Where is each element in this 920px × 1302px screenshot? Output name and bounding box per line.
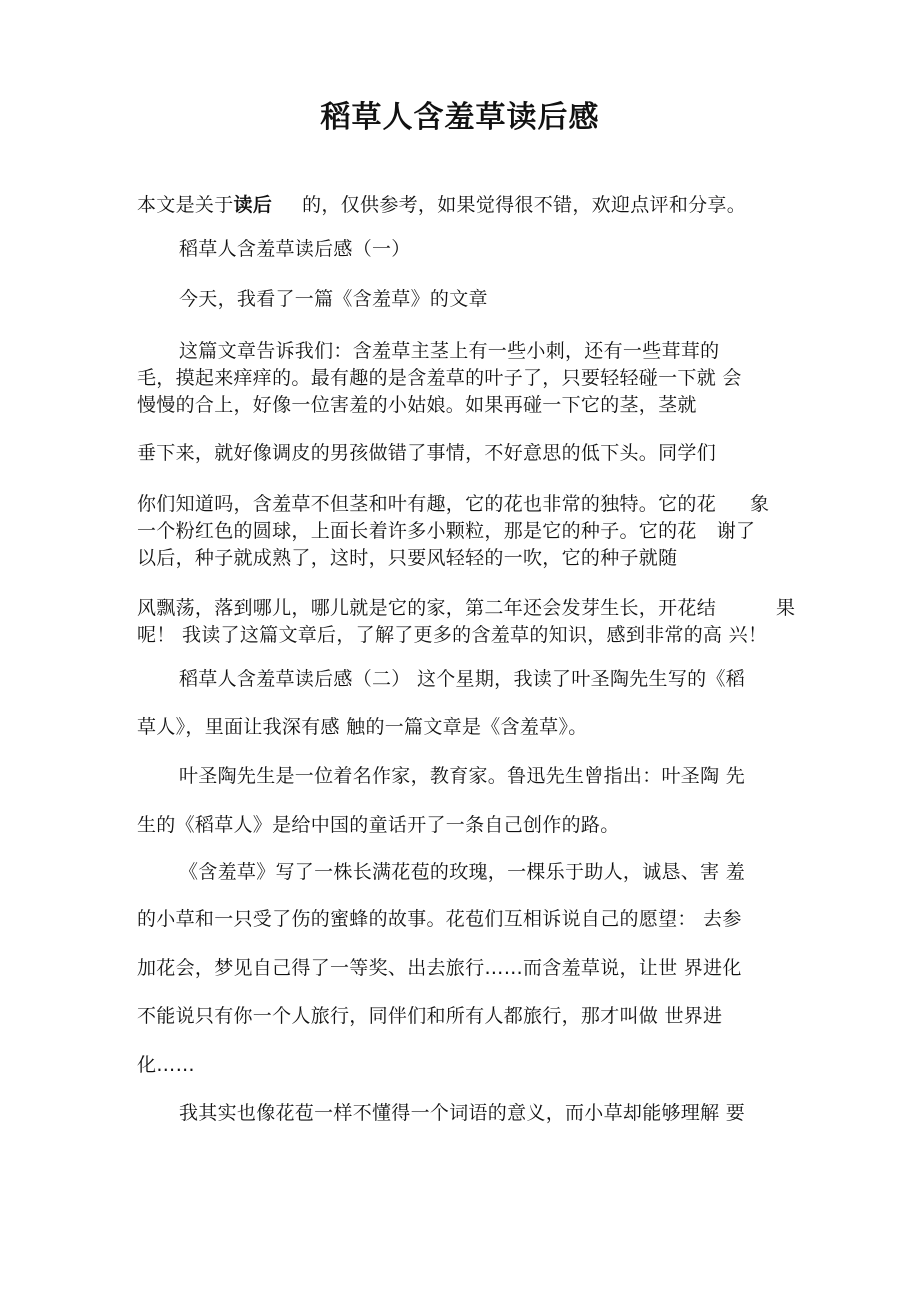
intro-line [137, 193, 746, 217]
paragraph-line: 今天，我看了一篇《含羞草》的文章 [179, 288, 488, 310]
intro-text-c: 的，仅供参考，如果觉得很不错，欢迎点评和分享。 [302, 194, 747, 216]
paragraph-line: 你们知道吗，含羞草不但茎和叶有趣，它的花也非常的独特。它的花 象 [137, 493, 770, 515]
paragraph-line: 不能说只有你一个人旅行，同伴们和所有人都旅行，那才叫做 世界进 [137, 1005, 723, 1027]
paragraph-line: 的小草和一只受了伤的蜜蜂的故事。花苞们互相诉说自己的愿望： 去参 [137, 908, 742, 930]
paragraph-line: 我其实也像花苞一样不懂得一个词语的意义，而小草却能够理解 要 [179, 1102, 746, 1124]
paragraph-line: 呢！ 我读了这篇文章后，了解了更多的含羞草的知识，感到非常的高 兴！ [137, 624, 768, 646]
section-heading-2: 稻草人含羞草读后感（二） 这个星期，我读了叶圣陶先生写的《稻 [179, 668, 746, 690]
paragraph-line: 化…… [137, 1054, 195, 1076]
section-heading-1: 稻草人含羞草读后感（一） [179, 238, 411, 260]
paragraph-line: 垂下来，就好像调皮的男孩做错了事情，不好意思的低下头。同学们 [137, 442, 717, 464]
paragraph-line: 《含羞草》写了一株长满花苞的玫瑰，一棵乐于助人，诚恳、害 羞 [179, 861, 746, 883]
intro-text-a: 本文是关于 [137, 194, 234, 216]
paragraph-line: 加花会，梦见自己得了一等奖、出去旅行……而含羞草说，让世 界进化 [137, 957, 742, 979]
paragraph-line: 这篇文章告诉我们：含羞草主茎上有一些小刺，还有一些茸茸的 [179, 340, 720, 362]
paragraph-line: 一个粉红色的圆球，上面长着许多小颗粒，那是它的种子。它的花 谢了 [137, 520, 756, 542]
intro-keyword: 读后 [233, 194, 273, 216]
paragraph-line: 叶圣陶先生是一位着名作家，教育家。鲁迅先生曾指出：叶圣陶 先 [179, 765, 746, 787]
paragraph-line: 风飘荡，落到哪儿，哪儿就是它的家，第二年还会发芽生长，开花结 果 [137, 597, 796, 619]
paragraph-line: 毛，摸起来痒痒的。最有趣的是含羞草的叶子了，只要轻轻碰一下就 会 [137, 367, 742, 389]
paragraph-line: 草人》，里面让我深有感 触的一篇文章是《含羞草》。 [137, 716, 588, 738]
paragraph-line: 生的《稻草人》是给中国的童话开了一条自己创作的路。 [137, 814, 620, 836]
document-title: 稻草人含羞草读后感 [320, 100, 600, 135]
paragraph-line: 慢慢的合上，好像一位害羞的小姑娘。如果再碰一下它的茎，茎就 [137, 394, 697, 416]
paragraph-line: 以后，种子就成熟了，这时，只要风轻轻的一吹，它的种子就随 [137, 547, 678, 569]
